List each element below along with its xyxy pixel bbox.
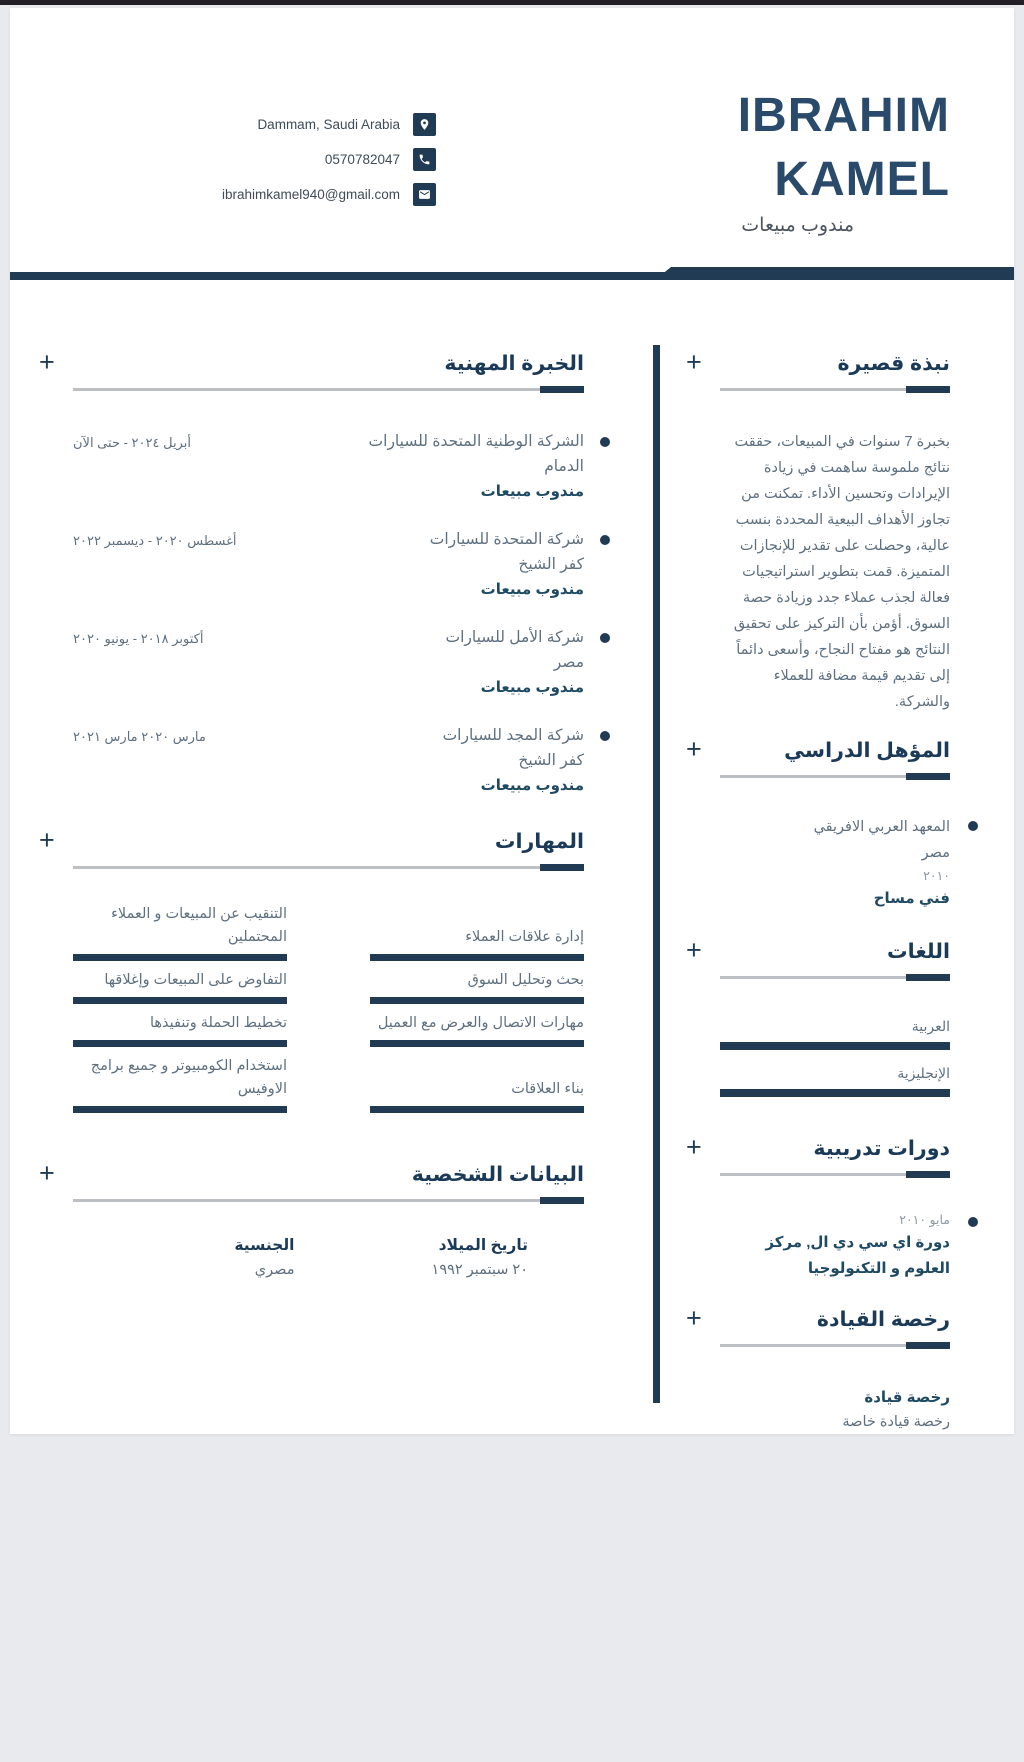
experience-role: مندوب مبيعات — [480, 679, 584, 696]
bullet-icon — [968, 821, 978, 831]
section-underline — [720, 386, 950, 393]
experience-city: كفر الشيخ — [518, 752, 584, 769]
skill-bar — [73, 997, 287, 1004]
skill-bar — [370, 1040, 584, 1047]
location-icon — [413, 113, 436, 136]
experience-company: الشركة الوطنية المتحدة للسيارات — [368, 433, 584, 450]
experience-company: شركة الأمل للسيارات — [445, 629, 584, 646]
skill-item — [73, 1055, 287, 1113]
language-item — [720, 1015, 950, 1050]
dob-value: ٢٠ سبتمبر ١٩٩٢ — [431, 1262, 528, 1278]
side-column — [686, 347, 950, 1435]
experience-item — [73, 429, 584, 504]
contact-location: Dammam, Saudi Arabia — [257, 116, 400, 132]
section-title-experience: الخبرة المهنية — [444, 352, 584, 375]
plus-icon: + — [39, 1158, 55, 1188]
phone-icon — [413, 148, 436, 171]
skill-bar — [370, 954, 584, 961]
section-underline — [720, 1342, 950, 1349]
candidate-name-line1: IBRAHIM — [737, 89, 950, 142]
section-license-header — [686, 1303, 950, 1349]
course-name: دورة اي سي دي ال, مركز العلوم و التكنولوجيا — [765, 1234, 950, 1277]
bullet-icon — [600, 437, 610, 447]
bullet-icon — [600, 633, 610, 643]
experience-company: شركة المجد للسيارات — [442, 727, 584, 744]
job-title: مندوب مبيعات — [741, 215, 854, 236]
contact-email-row — [222, 182, 436, 206]
section-skills-header — [39, 825, 584, 871]
education-school: المعهد العربي الافريقي — [813, 819, 950, 835]
section-languages-header — [686, 935, 950, 981]
skill-label: التنقيب عن المبيعات و العملاء المحتملين — [111, 906, 287, 945]
section-underline — [73, 386, 584, 393]
skill-bar — [73, 954, 287, 961]
language-item — [720, 1062, 950, 1097]
skill-item — [370, 926, 584, 961]
skill-label: بحث وتحليل السوق — [467, 972, 584, 988]
contact-block — [222, 112, 436, 217]
section-summary-header — [686, 347, 950, 393]
section-title-license: رخصة القيادة — [816, 1308, 950, 1331]
section-title-courses: دورات تدريبية — [813, 1137, 950, 1160]
license-heading: رخصة قيادة — [864, 1389, 950, 1406]
skill-label: التفاوض على المبيعات وإغلاقها — [104, 972, 287, 988]
education-year: ٢٠١٠ — [923, 869, 950, 883]
section-title-skills: المهارات — [494, 830, 584, 853]
section-underline — [720, 773, 950, 780]
skill-item — [370, 969, 584, 1004]
contact-phone: 0570782047 — [324, 151, 400, 167]
plus-icon: + — [39, 825, 55, 855]
dob-label: تاريخ الميلاد — [438, 1237, 528, 1254]
candidate-name — [738, 84, 950, 212]
section-personal-header — [39, 1158, 584, 1204]
experience-city: كفر الشيخ — [518, 556, 584, 573]
languages-list — [720, 1015, 950, 1097]
section-underline — [720, 1171, 950, 1178]
course-date: مايو ٢٠١٠ — [899, 1213, 950, 1227]
email-icon — [413, 183, 436, 206]
personal-nationality — [73, 1234, 295, 1282]
skills-grid — [73, 903, 584, 1113]
experience-date: أغسطس ٢٠٢٠ - ديسمبر ٢٠٢٢ — [73, 533, 237, 548]
contact-email: ibrahimkamel940@gmail.com — [221, 186, 400, 202]
column-separator-line — [653, 345, 660, 1403]
license-detail: رخصة قيادة خاصة — [842, 1414, 950, 1430]
skill-label: تخطيط الحملة وتنفيذها — [149, 1015, 287, 1031]
plus-icon: + — [39, 347, 55, 377]
experience-item — [73, 625, 584, 700]
summary-paragraph: بخبرة 7 سنوات في المبيعات، حققت نتائج ملموسة ساهمت في زيادة الإيرادات وتحسين الأداء. تمكنت من تجاوز الأهداف البيعية المحددة بنسب عالية، وحصلت على تقدير للإنجازات المتميزة. قمت بتطوير استراتيجيات فعالة لجذب عملاء جدد وزيادة حصة السوق. أؤمن بأن التركيز على تحقيق النتائج هو مفتاح النجاح، وأسعى دائماً إلى تقديم قيمة مضافة للعملاء والشركة. — [733, 434, 950, 710]
section-title-education: المؤهل الدراسي — [784, 739, 950, 762]
section-underline — [720, 974, 950, 981]
personal-data-grid — [73, 1234, 584, 1282]
section-experience-header — [39, 347, 584, 393]
education-item — [720, 814, 950, 912]
experience-date: أبريل ٢٠٢٤ - حتى الآن — [73, 435, 191, 450]
license-item — [720, 1385, 950, 1435]
contact-location-row — [222, 112, 436, 136]
nationality-label: الجنسية — [234, 1237, 295, 1254]
contact-phone-row — [222, 147, 436, 171]
nationality-value: مصري — [254, 1262, 295, 1278]
skill-item — [370, 1078, 584, 1113]
section-title-summary: نبذة قصيرة — [837, 352, 950, 375]
experience-item — [73, 723, 584, 798]
resume-page — [10, 8, 1014, 1434]
skill-item — [370, 1012, 584, 1047]
personal-dob — [307, 1234, 529, 1282]
skill-label: إدارة علاقات العملاء — [465, 929, 584, 945]
plus-icon: + — [686, 734, 702, 764]
section-courses-header — [686, 1132, 950, 1178]
experience-date: أكتوبر ٢٠١٨ - يونيو ٢٠٢٠ — [73, 631, 204, 646]
bullet-icon — [600, 731, 610, 741]
education-country: مصر — [921, 845, 950, 861]
skill-bar — [370, 1106, 584, 1113]
skill-bar — [73, 1040, 287, 1047]
skill-item — [73, 1012, 287, 1047]
plus-icon: + — [686, 1303, 702, 1333]
plus-icon: + — [686, 1132, 702, 1162]
header-divider-thin — [10, 272, 670, 280]
bullet-icon — [968, 1217, 978, 1227]
candidate-name-line2: KAMEL — [774, 153, 950, 206]
experience-city: مصر — [553, 654, 584, 671]
skill-bar — [370, 997, 584, 1004]
experience-role: مندوب مبيعات — [480, 581, 584, 598]
section-underline — [73, 864, 584, 871]
main-column — [39, 347, 584, 1282]
skill-item — [73, 903, 287, 961]
experience-role: مندوب مبيعات — [480, 777, 584, 794]
section-education-header — [686, 734, 950, 780]
experience-role: مندوب مبيعات — [480, 483, 584, 500]
bullet-icon — [600, 535, 610, 545]
experience-city: الدمام — [544, 458, 584, 475]
experience-item — [73, 527, 584, 602]
course-item — [720, 1210, 950, 1282]
language-label: العربية — [911, 1018, 950, 1034]
language-level-bar — [720, 1042, 950, 1050]
section-title-personal: البيانات الشخصية — [411, 1163, 584, 1186]
section-title-languages: اللغات — [887, 940, 950, 963]
header-divider-thick — [655, 267, 1014, 280]
language-label: الإنجليزية — [897, 1065, 950, 1081]
section-underline — [73, 1197, 584, 1204]
education-degree: فني مساح — [873, 890, 950, 907]
skill-item — [73, 969, 287, 1004]
experience-list — [73, 429, 584, 798]
window-top-bar — [0, 0, 1024, 5]
language-level-bar — [720, 1089, 950, 1097]
skill-label: بناء العلاقات — [511, 1081, 584, 1097]
skill-label: استخدام الكومبيوتر و جميع برامج الاوفيس — [90, 1058, 287, 1097]
skill-label: مهارات الاتصال والعرض مع العميل — [377, 1015, 584, 1031]
experience-date: مارس ٢٠٢٠ مارس ٢٠٢١ — [73, 729, 206, 744]
skill-bar — [73, 1106, 287, 1113]
plus-icon: + — [686, 347, 702, 377]
plus-icon: + — [686, 935, 702, 965]
experience-company: شركة المتحدة للسيارات — [429, 531, 584, 548]
